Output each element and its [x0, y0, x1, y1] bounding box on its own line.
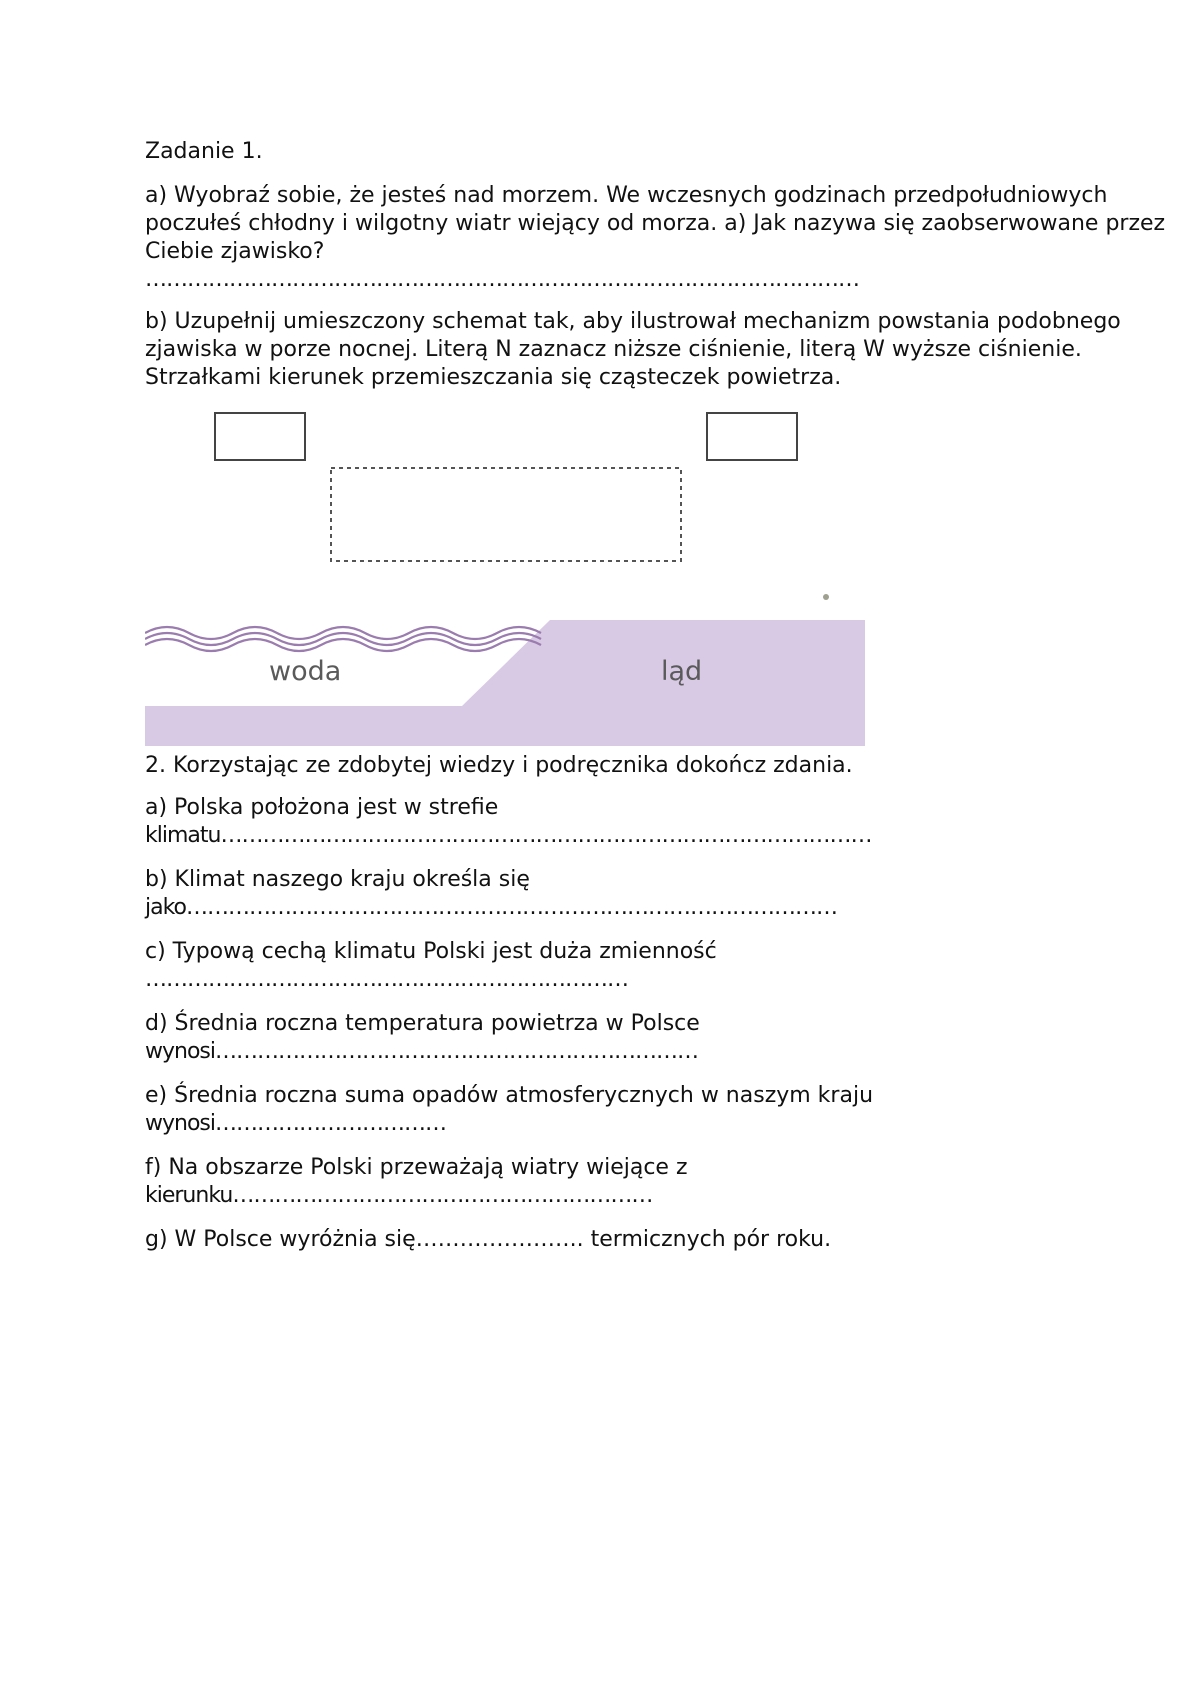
- task2-item-e-text: e) Średnia roczna suma opadów atmosferycznych w naszym kraju: [145, 1083, 874, 1108]
- task2-item-a: [145, 794, 1185, 850]
- dot-mark: [823, 594, 829, 600]
- task1-heading: Zadanie 1.: [145, 139, 263, 164]
- task1-question-a: [145, 182, 1185, 294]
- task2-item-g-text: g) W Polsce wyróżnia się………………….. termicznych pór roku.: [145, 1227, 832, 1252]
- task2-item-d: [145, 1010, 1185, 1066]
- task2-item-b-text: b) Klimat naszego kraju określa się: [145, 867, 530, 892]
- task2-item-e-answer: wynosi……………………………: [145, 1111, 446, 1136]
- sea-breeze-diagram: [145, 406, 865, 746]
- task2-item-f-text: f) Na obszarze Polski przeważają wiatry wiejące z: [145, 1155, 688, 1180]
- task2-item-b: [145, 866, 1185, 922]
- worksheet: [145, 138, 1185, 1270]
- task2-item-c: [145, 938, 1185, 994]
- land-label: ląd: [661, 656, 703, 687]
- pressure-box-left[interactable]: [215, 413, 305, 460]
- task2-item-d-text: d) Średnia roczna temperatura powietrza w Polsce: [145, 1011, 700, 1036]
- water-bed: [145, 706, 462, 746]
- task2-item-f: [145, 1154, 1185, 1210]
- pressure-box-right[interactable]: [707, 413, 797, 460]
- task1-question-a-text: a) Wyobraź sobie, że jesteś nad morzem. We wczesnych godzinach przedpołudniowych poczułeś chłodny i wilgotny wiatr wiejący od morza. a) Jak nazywa się zaobserwowane przez Ciebie zjawisko?: [145, 183, 1166, 264]
- task2-item-f-answer: kierunku……………………………………………………: [145, 1183, 653, 1208]
- task2-item-c-text: c) Typową cechą klimatu Polski jest duża zmienność: [145, 939, 717, 964]
- task2-item-d-answer: wynosi……………………………………………………………: [145, 1039, 698, 1064]
- task2-item-c-answer: ……………………………………………………………: [145, 967, 628, 992]
- task2-item-e: [145, 1082, 1185, 1138]
- water-label: woda: [269, 656, 342, 687]
- task2-item-g: [145, 1226, 1185, 1254]
- dashed-center-box[interactable]: [331, 468, 681, 561]
- task1-answer-a-dots: …………………………………………………………………………………………: [145, 267, 859, 292]
- water-waves: [145, 627, 541, 651]
- task2-item-b-answer: jako…………………………………………………………………………………: [145, 895, 838, 920]
- task1-question-b: b) Uzupełnij umieszczony schemat tak, aby ilustrował mechanizm powstania podobnego zjawiska w porze nocnej. Literą N zaznacz niższe ciśnienie, literą W wyższe ciśnienie. Strzałkami kierunek przemieszczania się cząsteczek powietrza.: [145, 309, 1121, 390]
- task2-item-a-answer: klimatu…………………………………………………………………………………: [145, 823, 872, 848]
- task2-heading: 2. Korzystając ze zdobytej wiedzy i podręcznika dokończ zdania.: [145, 753, 853, 778]
- diagram-drawing: [145, 406, 865, 746]
- task2-item-a-text: a) Polska położona jest w strefie: [145, 795, 499, 820]
